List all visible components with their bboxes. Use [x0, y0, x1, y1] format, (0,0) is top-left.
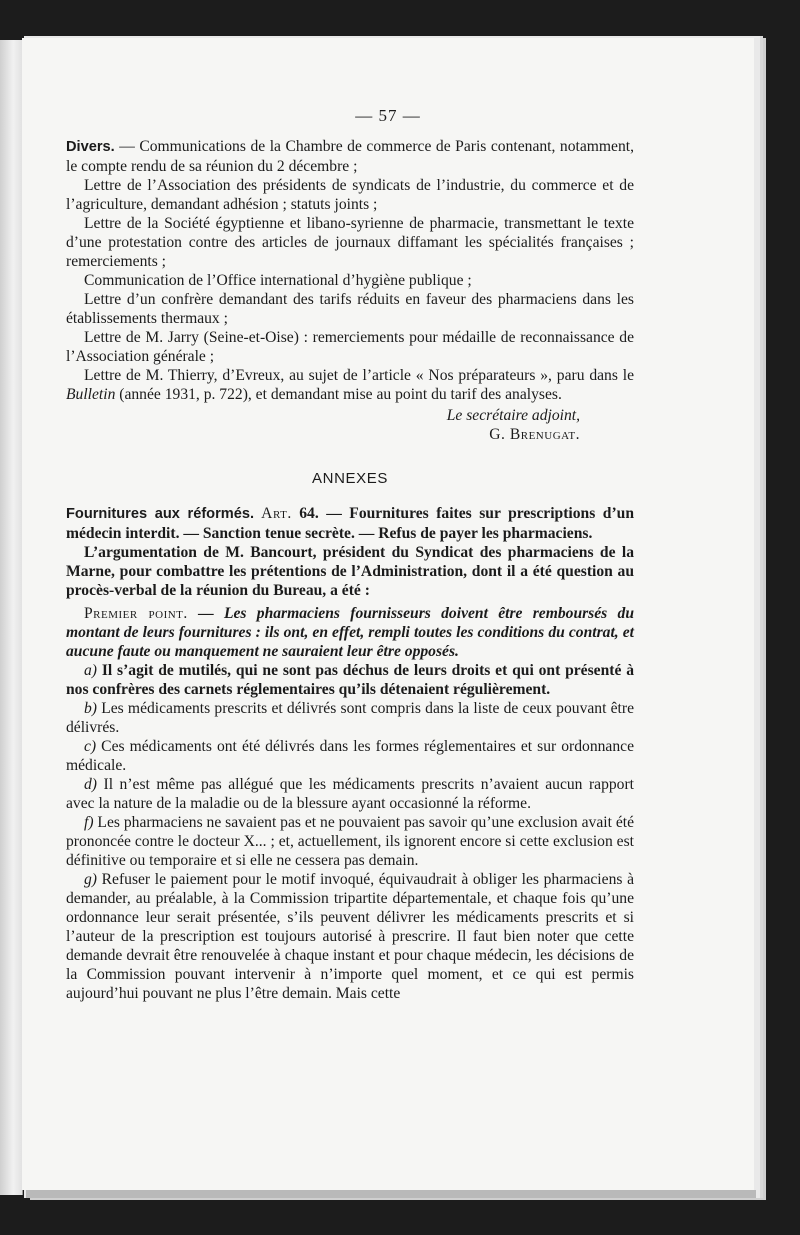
page-number: — 57 — [355, 106, 421, 125]
point-letter: a) [84, 662, 97, 679]
list-item: Lettre de M. Jarry (Seine-et-Oise) : remerciements pour médaille de reconnaissance de l’Association générale ; [66, 329, 634, 365]
point-letter: g) [84, 871, 97, 888]
document-page [22, 38, 754, 1190]
list-item: Lettre de la Société égyptienne et libano-syrienne de pharmacie, transmettant le texte d’une protestation contre des articles de journaux diffamant les spécialités françaises ; remerciements ; [66, 215, 634, 270]
thierry-after: (année 1931, p. 722), et demandant mise au point du tarif des analyses. [115, 386, 562, 403]
point-text: Les pharmaciens ne savaient pas et ne pouvaient pas savoir qu’une exclusion avait été prononcée contre le docteur X... ; et, actuellement, ils ignorent encore si cette exclusion est définitive ou temporaire et si elle ne cessera pas demain. [66, 814, 634, 869]
signature-block [66, 406, 634, 444]
point-text: Les médicaments prescrits et délivrés sont compris dans la liste de ceux pouvant être délivrés. [66, 700, 634, 736]
thierry-paragraph [66, 366, 634, 404]
point-text: Il s’agit de mutilés, qui ne sont pas déchus de leurs droits et qui ont présenté à nos confrères des carnets réglementaires qu’ils détenaient régulièrement. [66, 662, 634, 698]
point-letter: f) [84, 814, 94, 831]
point-letter: c) [84, 738, 97, 755]
adjacent-page-edge [0, 40, 23, 1195]
premier-point-label: Premier point. [84, 605, 188, 622]
divers-label: Divers. [66, 139, 115, 155]
signature-name: G. Brenugat. [489, 426, 580, 443]
premier-point-text: — Les pharmaciens fournisseurs doivent être remboursés du montant de leurs fournitures : ils ont, en effet, rempli toutes les conditions du contrat, et aucune faute ou manquement ne sauraient leur être opposés. [66, 605, 634, 660]
list-item: Lettre d’un confrère demandant des tarifs réduits en faveur des pharmaciens dans les établissements thermaux ; [66, 291, 634, 327]
point-item [66, 775, 634, 813]
point-item [66, 813, 634, 870]
divers-paragraph [66, 137, 634, 176]
point-letter: d) [84, 776, 97, 793]
premier-point-paragraph [66, 604, 634, 661]
point-item [66, 699, 634, 737]
thierry-before: Lettre de M. Thierry, d’Evreux, au sujet de l’article « Nos préparateurs », paru dans le [84, 367, 634, 384]
point-letter: b) [84, 700, 97, 717]
divers-text: — Communications de la Chambre de commerce de Paris contenant, notamment, le compte rendu de sa réunion du 2 décembre ; [66, 138, 634, 175]
point-text: Il n’est même pas allégué que les médicaments prescrits n’avaient aucun rapport avec la nature de la maladie ou de la blessure ayant occasionné la réforme. [66, 776, 634, 812]
bulletin-title: Bulletin [66, 386, 116, 403]
point-item [66, 870, 634, 1003]
article-abbrev: Art. [254, 505, 292, 522]
signature-role: Le secrétaire adjoint, [446, 407, 580, 424]
point-text: Ces médicaments ont été délivrés dans les formes réglementaires et sur ordonnance médicale. [66, 738, 634, 774]
page-body [66, 104, 634, 1003]
fournitures-paragraph [66, 504, 634, 543]
list-item: Communication de l’Office international d’hygiène publique ; [84, 272, 472, 289]
list-item: Lettre de l’Association des présidents de syndicats de l’industrie, du commerce et de l’agriculture, demandant adhésion ; statuts joints ; [66, 177, 634, 213]
fournitures-text: 64. — Fournitures faites sur prescriptions d’un médecin interdit. — Sanction tenue secrète. — Refus de payer les pharmaciens. [66, 505, 634, 542]
point-item [66, 737, 634, 775]
argumentation-paragraph: L’argumentation de M. Bancourt, président du Syndicat des pharmaciens de la Marne, pour combattre les prétentions de l’Administration, dont il a été question au procès-verbal de la réunion du Bureau, a été : [66, 544, 634, 599]
point-text: Refuser le paiement pour le motif invoqué, équivaudrait à obliger les pharmaciens à demander, au préalable, à la Commission tripartite départementale, et chaque fois qu’une ordonnance leur serait présentée, s’ils peuvent délivrer les médicaments prescrits et si l’auteur de la prescription est toujours autorisé à prescrire. Il faut bien noter que cette demande devrait être renouvelée à chaque instant et pour chaque médecin, les décisions de la Commission pouvant intervenir à n’importe quel moment, et ce qui est permis aujourd’hui pouvant ne plus l’être demain. Mais cette [66, 871, 634, 1002]
annexes-heading: ANNEXES [312, 470, 388, 487]
point-item [66, 661, 634, 699]
fournitures-label: Fournitures aux réformés. [66, 506, 255, 522]
page-bottom-shadow [26, 1190, 756, 1198]
